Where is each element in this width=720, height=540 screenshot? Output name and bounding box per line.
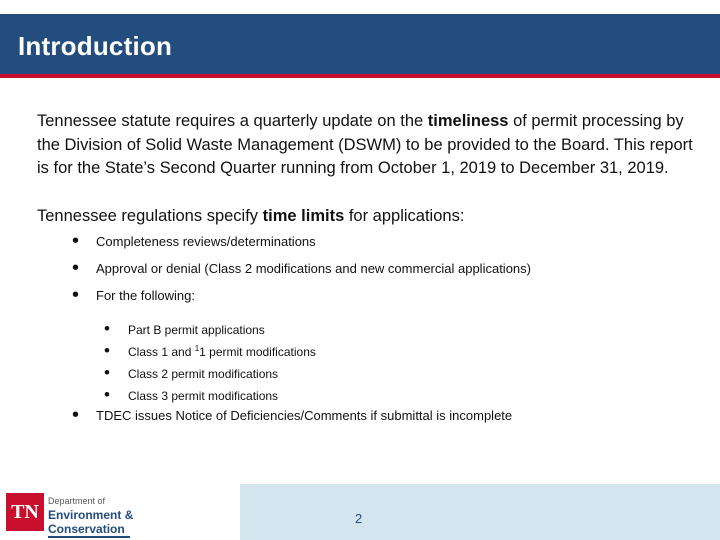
- intro-bold-timeliness: timeliness: [427, 112, 509, 130]
- title-bar: [0, 14, 720, 78]
- logo-underline: [48, 536, 130, 538]
- footer: [0, 484, 720, 540]
- intro-text-a: Tennessee statute requires a quarterly update on the: [37, 112, 428, 130]
- bullet-dot-icon: •: [72, 403, 80, 426]
- bullet-dot-icon: •: [104, 363, 110, 382]
- intro-text-b: of permit processing by the Division of Solid Waste Management (DSWM) to be provided to the Board. This report is for the State’s Second Quarter running from October 1, 2019 to December 31, 2019.: [37, 112, 693, 177]
- logo-environment-text: Environment &: [48, 508, 134, 522]
- bullet-dot-icon: •: [104, 385, 110, 404]
- regulations-bold-time-limits: time limits: [262, 207, 345, 225]
- bullet-dot-icon: •: [72, 283, 80, 306]
- logo-department-text: Department of: [48, 496, 106, 506]
- regulations-text-a: Tennessee regulations specify: [37, 207, 263, 225]
- regulations-paragraph: [37, 207, 464, 226]
- title-accent-line: [0, 74, 720, 78]
- bullet-dot-icon: •: [72, 256, 80, 279]
- page-number: 2: [355, 511, 363, 526]
- intro-paragraph: [37, 110, 697, 181]
- bullet-dot-icon: •: [104, 341, 110, 360]
- regulations-text-b: for applications:: [344, 207, 465, 225]
- bullet-dot-icon: •: [72, 229, 80, 252]
- bullet-dot-icon: •: [104, 319, 110, 338]
- slide-title: Introduction: [18, 31, 173, 61]
- tn-logo: TN: [6, 493, 44, 531]
- logo-conservation-text: Conservation: [48, 522, 125, 536]
